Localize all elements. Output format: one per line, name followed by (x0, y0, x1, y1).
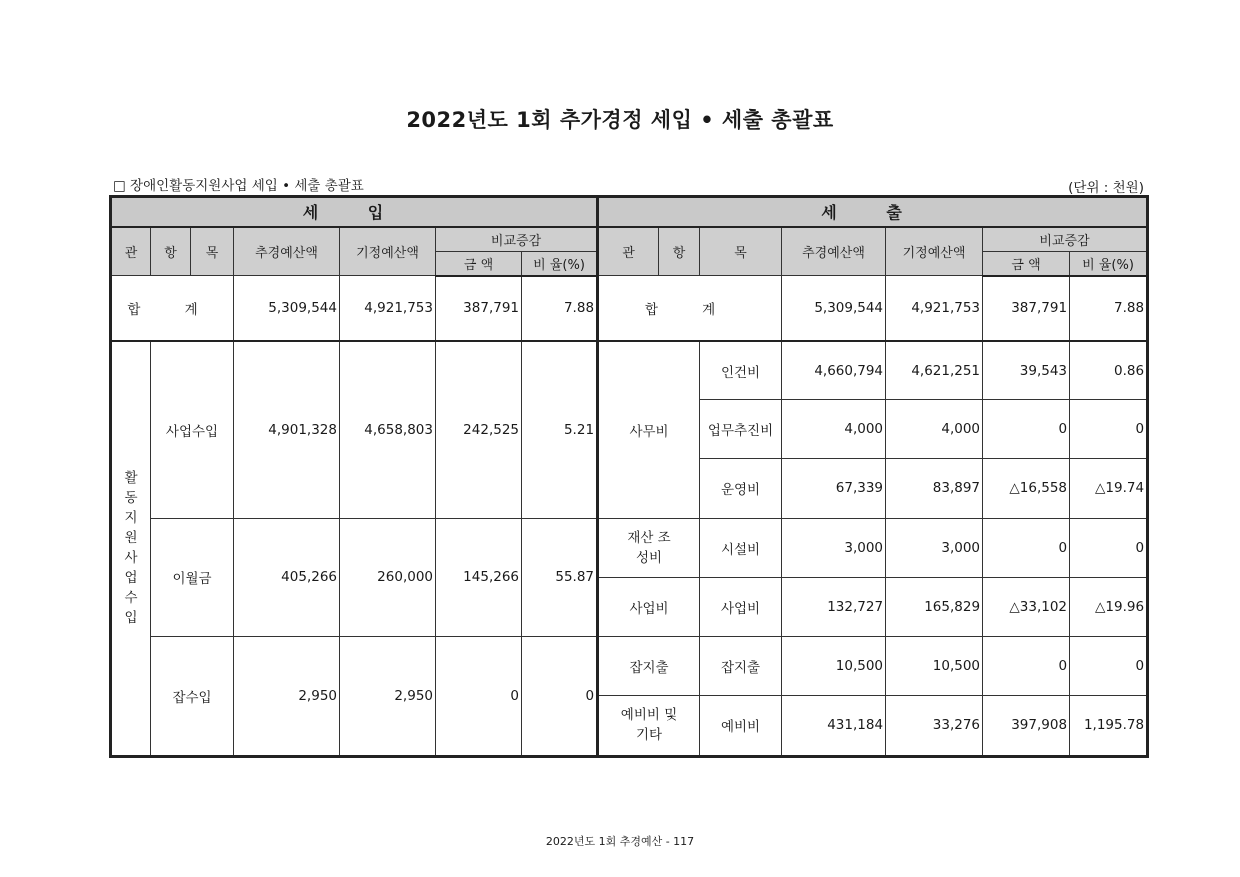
table-row (111, 636, 1148, 695)
expenditure-gwan-cell: 재산 조성비 (598, 518, 700, 577)
table-row (111, 518, 1148, 577)
expenditure-col-hang: 항 (659, 227, 700, 276)
page-title: 2022년도 1회 추가경정 세입 • 세출 총괄표 (406, 108, 834, 132)
expenditure-ratio-cell: △19.96 (1070, 577, 1148, 636)
expenditure-mok-cell: 예비비 (700, 695, 782, 756)
revenue-ratio-cell: 5.21 (522, 341, 598, 518)
expenditure-amount-cell: 0 (983, 400, 1070, 459)
expenditure-revised-cell: 10,500 (782, 636, 886, 695)
expenditure-col-compare: 비교증감 (983, 227, 1148, 252)
revenue-existing-cell: 4,658,803 (340, 341, 436, 518)
revenue-ratio-cell: 0 (522, 636, 598, 756)
expenditure-ratio-cell: 1,195.78 (1070, 695, 1148, 756)
expenditure-amount-cell: 0 (983, 636, 1070, 695)
expenditure-existing-cell: 4,000 (886, 400, 983, 459)
expenditure-col-mok: 목 (700, 227, 782, 276)
page-footer: 2022년도 1회 추경예산 - 117 (545, 835, 695, 848)
revenue-gwan-cell: 활동지원사업수입 (111, 341, 151, 757)
expenditure-col-amount: 금 액 (983, 252, 1070, 276)
expenditure-header: 세 출 (598, 197, 1148, 227)
expenditure-revised-cell: 3,000 (782, 518, 886, 577)
expenditure-ratio-cell: 0 (1070, 400, 1148, 459)
revenue-col-mok: 목 (191, 227, 234, 276)
revenue-amount-cell: 0 (436, 636, 522, 756)
table-subtitle: □ 장애인활동지원사업 세입 • 세출 총괄표 (113, 178, 364, 194)
expenditure-existing-cell: 165,829 (886, 577, 983, 636)
expenditure-existing-cell: 4,621,251 (886, 341, 983, 400)
unit-label: (단위 : 천원) (1068, 180, 1144, 196)
total-row (111, 276, 1148, 341)
expenditure-mok-cell: 운영비 (700, 459, 782, 518)
expenditure-mok-cell: 잡지출 (700, 636, 782, 695)
expenditure-revised-cell: 132,727 (782, 577, 886, 636)
expenditure-revised-cell: 4,000 (782, 400, 886, 459)
expenditure-mok-cell: 사업비 (700, 577, 782, 636)
revenue-col-hang: 항 (151, 227, 191, 276)
revenue-existing-cell: 260,000 (340, 518, 436, 636)
revenue-total-label: 합 계 (111, 276, 234, 341)
header-row-columns (111, 227, 1148, 252)
revenue-col-amount: 금 액 (436, 252, 522, 276)
expenditure-total-existing: 4,921,753 (886, 276, 983, 341)
expenditure-ratio-cell: 0 (1070, 518, 1148, 577)
expenditure-gwan-cell: 잡지출 (598, 636, 700, 695)
budget-summary-table (109, 195, 1149, 758)
expenditure-revised-cell: 4,660,794 (782, 341, 886, 400)
revenue-amount-cell: 145,266 (436, 518, 522, 636)
expenditure-existing-cell: 33,276 (886, 695, 983, 756)
revenue-col-gwan: 관 (111, 227, 151, 276)
header-row-sections (111, 197, 1148, 227)
expenditure-amount-cell: △33,102 (983, 577, 1070, 636)
expenditure-existing-cell: 10,500 (886, 636, 983, 695)
revenue-revised-cell: 2,950 (234, 636, 340, 756)
expenditure-revised-cell: 431,184 (782, 695, 886, 756)
expenditure-amount-cell: 0 (983, 518, 1070, 577)
revenue-header: 세 입 (111, 197, 598, 227)
revenue-revised-cell: 405,266 (234, 518, 340, 636)
revenue-total-amount: 387,791 (436, 276, 522, 341)
revenue-total-ratio: 7.88 (522, 276, 598, 341)
revenue-amount-cell: 242,525 (436, 341, 522, 518)
expenditure-revised-cell: 67,339 (782, 459, 886, 518)
expenditure-gwan-cell: 사무비 (598, 341, 700, 518)
revenue-col-revised: 추경예산액 (234, 227, 340, 276)
expenditure-gwan-cell: 예비비 및 기타 (598, 695, 700, 756)
revenue-revised-cell: 4,901,328 (234, 341, 340, 518)
revenue-existing-cell: 2,950 (340, 636, 436, 756)
expenditure-amount-cell: 39,543 (983, 341, 1070, 400)
expenditure-amount-cell: △16,558 (983, 459, 1070, 518)
expenditure-gwan-cell: 사업비 (598, 577, 700, 636)
expenditure-total-ratio: 7.88 (1070, 276, 1148, 341)
expenditure-mok-cell: 시설비 (700, 518, 782, 577)
revenue-col-compare: 비교증감 (436, 227, 598, 252)
expenditure-mok-cell: 인건비 (700, 341, 782, 400)
expenditure-existing-cell: 3,000 (886, 518, 983, 577)
expenditure-ratio-cell: 0.86 (1070, 341, 1148, 400)
revenue-col-existing: 기정예산액 (340, 227, 436, 276)
expenditure-total-revised: 5,309,544 (782, 276, 886, 341)
revenue-hang-cell: 사업수입 (151, 341, 234, 518)
revenue-total-revised: 5,309,544 (234, 276, 340, 341)
revenue-total-existing: 4,921,753 (340, 276, 436, 341)
expenditure-col-gwan: 관 (598, 227, 659, 276)
expenditure-col-ratio: 비 율(%) (1070, 252, 1148, 276)
revenue-ratio-cell: 55.87 (522, 518, 598, 636)
expenditure-mok-cell: 업무추진비 (700, 400, 782, 459)
revenue-col-ratio: 비 율(%) (522, 252, 598, 276)
revenue-hang-cell: 이월금 (151, 518, 234, 636)
expenditure-total-amount: 387,791 (983, 276, 1070, 341)
expenditure-amount-cell: 397,908 (983, 695, 1070, 756)
revenue-hang-cell: 잡수입 (151, 636, 234, 756)
expenditure-col-revised: 추경예산액 (782, 227, 886, 276)
expenditure-ratio-cell: △19.74 (1070, 459, 1148, 518)
table-row (111, 341, 1148, 400)
expenditure-total-label: 합 계 (598, 276, 782, 341)
expenditure-existing-cell: 83,897 (886, 459, 983, 518)
expenditure-ratio-cell: 0 (1070, 636, 1148, 695)
expenditure-col-existing: 기정예산액 (886, 227, 983, 276)
